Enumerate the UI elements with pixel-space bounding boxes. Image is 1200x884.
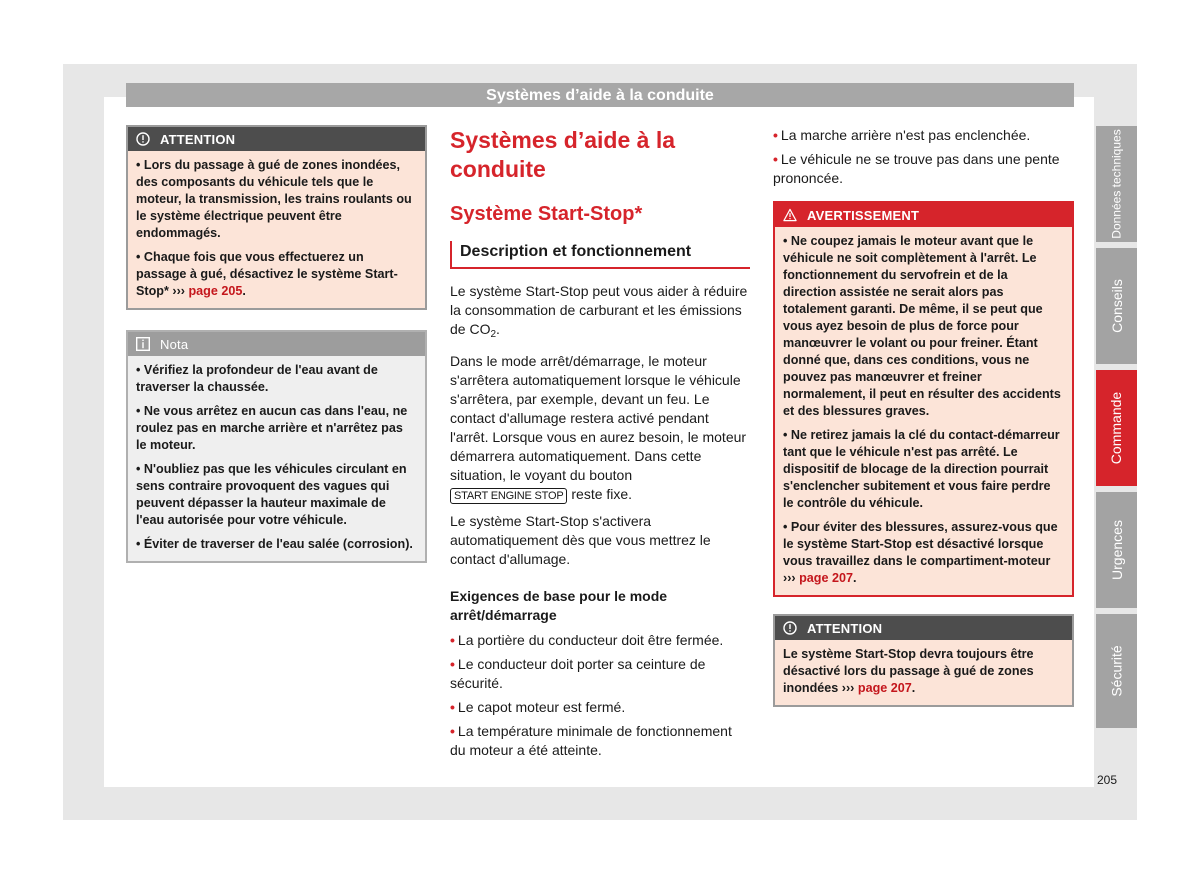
paragraph-end: . (496, 321, 500, 337)
tab-donnees-techniques[interactable] (1096, 126, 1137, 242)
paragraph-text: Dans le mode arrêt/démarrage, le moteur s'arrêtera automatiquement lorsque le véhicule s'arrêtera, par exemple, devant un feu. Le contact d'allumage restera activé pendant l'arrêt. Lorsque vous en aurez besoin, le moteur démarrera automatiquement. Dans cette situation, le voyant du bouton (450, 353, 747, 483)
tab-urgences[interactable] (1096, 492, 1137, 608)
alert-circle-icon (783, 621, 797, 635)
attention-title: ATTENTION (160, 131, 236, 147)
list-item-text: La température minimale de fonctionnement du moteur a été atteinte. (450, 723, 732, 758)
tab-securite[interactable] (1096, 614, 1137, 728)
tab-label: Sécurité (1108, 645, 1125, 697)
list-item-text: La marche arrière n'est pas enclenchée. (780, 127, 1031, 143)
page-number: 205 (1097, 773, 1118, 787)
warning-item-text: • Pour éviter des blessures, assurez-vous que le système Start-Stop est désactivé lorsque vous travaillez dans le compartiment-moteur (783, 520, 1058, 568)
paragraph-end: reste fixe. (567, 486, 633, 502)
tab-conseils[interactable] (1096, 248, 1137, 364)
attention-box-right (773, 614, 1074, 707)
note-body (128, 356, 425, 561)
page-reference-link[interactable]: page 207 (857, 681, 912, 695)
list-item (450, 698, 750, 717)
info-icon (136, 337, 150, 351)
bullet-dot: • (773, 151, 778, 167)
bullet-dot: • (450, 632, 455, 648)
paragraph (450, 352, 750, 504)
note-header (128, 332, 425, 356)
list-item (773, 150, 1074, 188)
bullet-dot: • (773, 127, 778, 143)
tab-label: Conseils (1108, 279, 1125, 333)
warning-item: • Ne coupez jamais le moteur avant que le véhicule ne soit complètement à l'arrêt. Le fonctionnement du servofrein et de la direction assistée ne serait alors pas totalement garanti. De même, il se peut que vous ayez besoin de plus de force pour manœuvrer le volant ou pour freiner. Étant donné que, dans ces conditions, vous ne pouvez pas manœuvrer et freiner normalement, il peut en résulter des accidents et des blessures graves. (783, 234, 1061, 418)
tab-commande[interactable] (1096, 370, 1137, 486)
attention-item: • Lors du passage à gué de zones inondées, des composants du véhicule tels que le moteur, la transmission, les trains roulants ou le système électrique peuvent être endommagés. (136, 158, 412, 240)
tab-label: Commande (1108, 391, 1125, 465)
attention-title: ATTENTION (807, 620, 883, 636)
middle-column (450, 126, 750, 765)
warning-body (775, 227, 1072, 595)
warning-triangle-icon (783, 208, 797, 222)
alert-circle-icon (136, 132, 150, 146)
attention-body (775, 640, 1072, 705)
note-box (126, 330, 427, 563)
warning-box (773, 201, 1074, 597)
ref-arrow: ››› (172, 284, 185, 298)
warning-title: AVERTISSEMENT (807, 207, 920, 223)
bullet-dot: • (450, 699, 455, 715)
attention-item (783, 646, 1062, 697)
ref-end: . (242, 284, 246, 298)
paragraph (450, 282, 750, 344)
start-engine-stop-button-label: START ENGINE STOP (450, 488, 567, 504)
bullet-dot: • (450, 723, 455, 739)
attention-item-text: • Chaque fois que vous effectuerez un passage à gué, désactivez le système Start-Stop* (136, 250, 398, 298)
running-header: Systèmes d’aide à la conduite (126, 83, 1074, 107)
warning-item: • Ne retirez jamais la clé du contact-démarreur tant que le véhicule n'est pas arrêté. Le dispositif de blocage de la direction pourrait s'enclencher subitement et vous faire perdre le contrôle du véhicule. (783, 428, 1060, 510)
left-column (126, 125, 427, 563)
list-item (773, 126, 1074, 145)
page-reference-link[interactable]: page 207 (799, 571, 853, 585)
note-item: • Ne vous arrêtez en aucun cas dans l'eau, ne roulez pas en marche arrière et n'arrêtez pas le moteur. (136, 404, 408, 452)
ref-end: . (911, 681, 916, 695)
paragraph: Le système Start-Stop s'activera automatiquement dès que vous mettrez le contact d'allumage. (450, 513, 711, 567)
attention-item (136, 249, 415, 300)
paragraph-text: Le système Start-Stop peut vous aider à réduire la consommation de carburant et les émissions de CO (450, 283, 748, 337)
attention-box-left (126, 125, 427, 310)
note-item: • N'oubliez pas que les véhicules circulant en sens contraire provoquent des vagues qui peuvent dépasser la hauteur maximale de l'eau autorisée pour votre véhicule. (136, 462, 407, 527)
bullet-dot: • (450, 656, 455, 672)
subsection-title: Description et fonctionnement (450, 241, 750, 269)
page-reference-link[interactable]: page 205 (188, 284, 243, 298)
attention-header (775, 616, 1072, 640)
attention-body (128, 151, 425, 308)
ref-arrow: ››› (841, 681, 855, 695)
note-item: • Vérifiez la profondeur de l'eau avant de traverser la chaussée. (136, 363, 378, 394)
list-item-text: La portière du conducteur doit être fermée. (457, 632, 724, 648)
list-item-text: Le capot moteur est fermé. (457, 699, 626, 715)
list-item-text: Le véhicule ne se trouve pas dans une pente prononcée. (773, 151, 1060, 186)
tab-label: Données techniques (1109, 129, 1124, 239)
note-title: Nota (160, 336, 189, 352)
tab-label: Urgences (1108, 520, 1125, 580)
note-item: • Éviter de traverser de l'eau salée (corrosion). (136, 537, 413, 551)
chapter-title: Systèmes d’aide à la conduite (450, 127, 676, 182)
section-title: Système Start-Stop* (450, 203, 643, 225)
warning-header (775, 203, 1072, 227)
warning-item (783, 519, 1062, 587)
ref-end: . (853, 571, 857, 585)
right-column (773, 126, 1074, 707)
list-item (450, 655, 750, 693)
attention-item-text: Le système Start-Stop devra toujours être désactivé lors du passage à gué de zones inondées (783, 647, 1034, 695)
subscript: 2 (490, 329, 497, 340)
requirements-title: Exigences de base pour le mode arrêt/démarrage (450, 588, 668, 623)
list-item (450, 722, 750, 760)
list-item-text: Le conducteur doit porter sa ceinture de sécurité. (450, 656, 706, 691)
list-item (450, 631, 750, 650)
ref-arrow: ››› (783, 571, 796, 585)
attention-header (128, 127, 425, 151)
